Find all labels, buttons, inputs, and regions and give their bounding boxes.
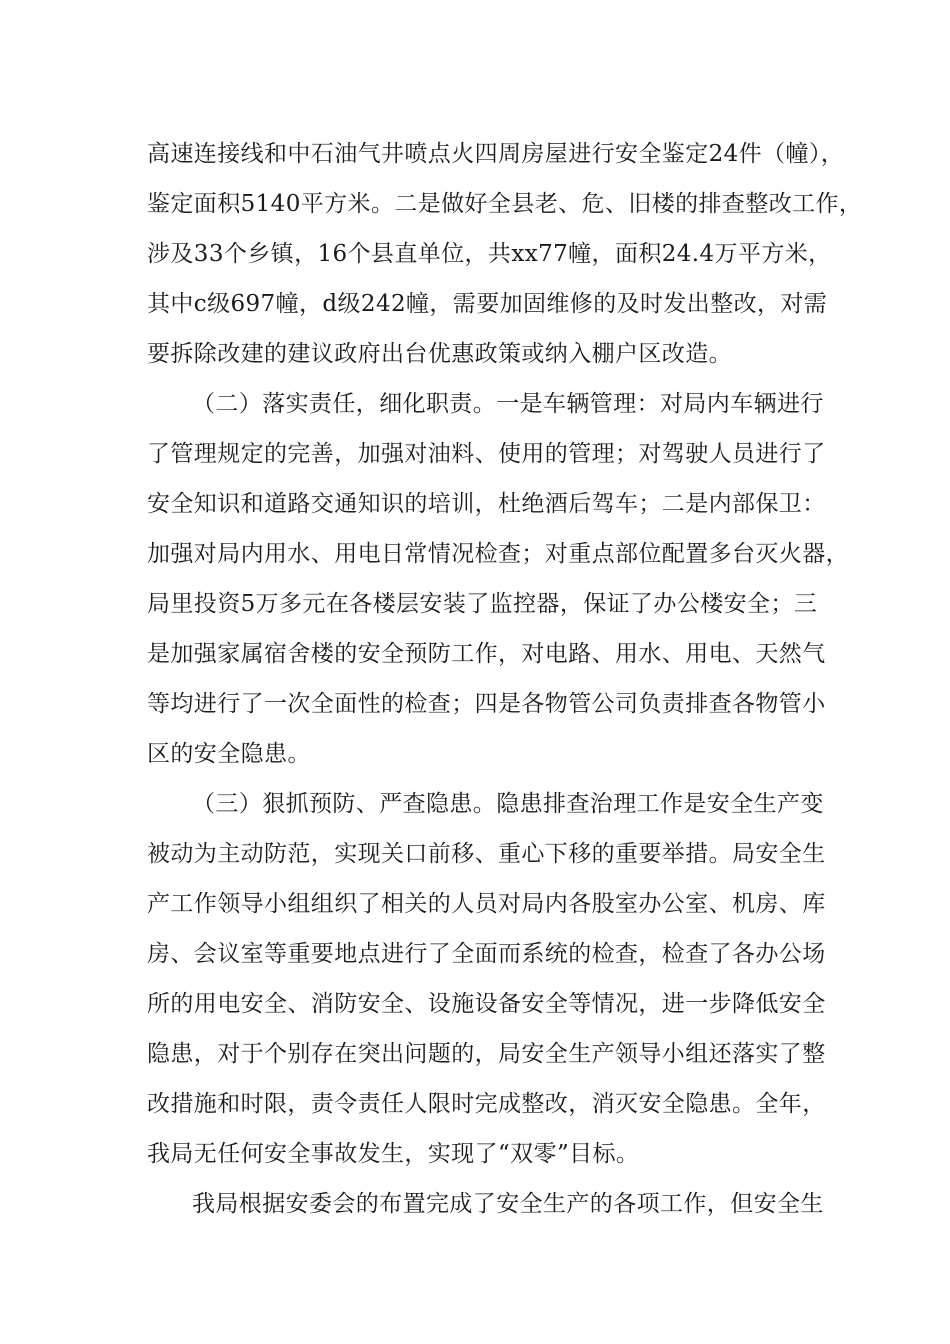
text-line: 所的用电安全、消防安全、设施设备安全等情况，进一步降低安全: [147, 991, 826, 1017]
text-line: 涉及33个乡镇，16个县直单位，共xx77幢，面积24.4万平方米，: [147, 241, 832, 267]
text-line: 局里投资5万多元在各楼层安装了监控器，保证了办公楼安全；三: [147, 591, 818, 617]
text-line: 等均进行了一次全面性的检查；四是各物管公司负责排查各物管小: [147, 691, 826, 717]
text-line: 要拆除改建的建议政府出台优惠政策或纳入棚户区改造。: [147, 341, 732, 367]
text-line: 其中c级697幢，d级242幢，需要加固维修的及时发出整改，对需: [147, 291, 828, 317]
text-line: 加强对局内用水、用电日常情况检查；对重点部位配置多台灭火器，: [147, 541, 849, 567]
paragraph-start-line: 我局根据安委会的布置完成了安全生产的各项工作，但安全生: [192, 1191, 824, 1217]
text-line: 了管理规定的完善，加强对油料、使用的管理；对驾驶人员进行了: [147, 441, 826, 467]
text-line: 产工作领导小组组织了相关的人员对局内各股室办公室、机房、库: [147, 891, 826, 917]
text-line: 隐患，对于个别存在突出问题的，局安全生产领导小组还落实了整: [147, 1041, 826, 1067]
text-line: 是加强家属宿舍楼的安全预防工作，对电路、用水、用电、天然气: [147, 641, 826, 667]
text-line: 安全知识和道路交通知识的培训，杜绝酒后驾车；二是内部保卫：: [147, 491, 826, 517]
text-line: 区的安全隐患。: [147, 741, 311, 767]
text-line: 鉴定面积5140平方米。二是做好全县老、危、旧楼的排查整改工作，: [147, 191, 863, 217]
text-line: 房、会议室等重要地点进行了全面而系统的检查，检查了各办公场: [147, 941, 826, 967]
text-line: 我局无任何安全事故发生，实现了“双零”目标。: [147, 1141, 640, 1167]
text-line: 被动为主动防范，实现关口前移、重心下移的重要举措。局安全生: [147, 841, 826, 867]
paragraph-start-line: （三）狠抓预防、严查隐患。隐患排查治理工作是安全生产变: [192, 791, 824, 817]
text-line: 高速连接线和中石油气井喷点火四周房屋进行安全鉴定24件（幢），: [147, 141, 845, 167]
paragraph-start-line: （二）落实责任，细化职责。一是车辆管理：对局内车辆进行: [192, 391, 824, 417]
text-line: 改措施和时限，责令责任人限时完成整改，消灭安全隐患。全年，: [147, 1091, 826, 1117]
